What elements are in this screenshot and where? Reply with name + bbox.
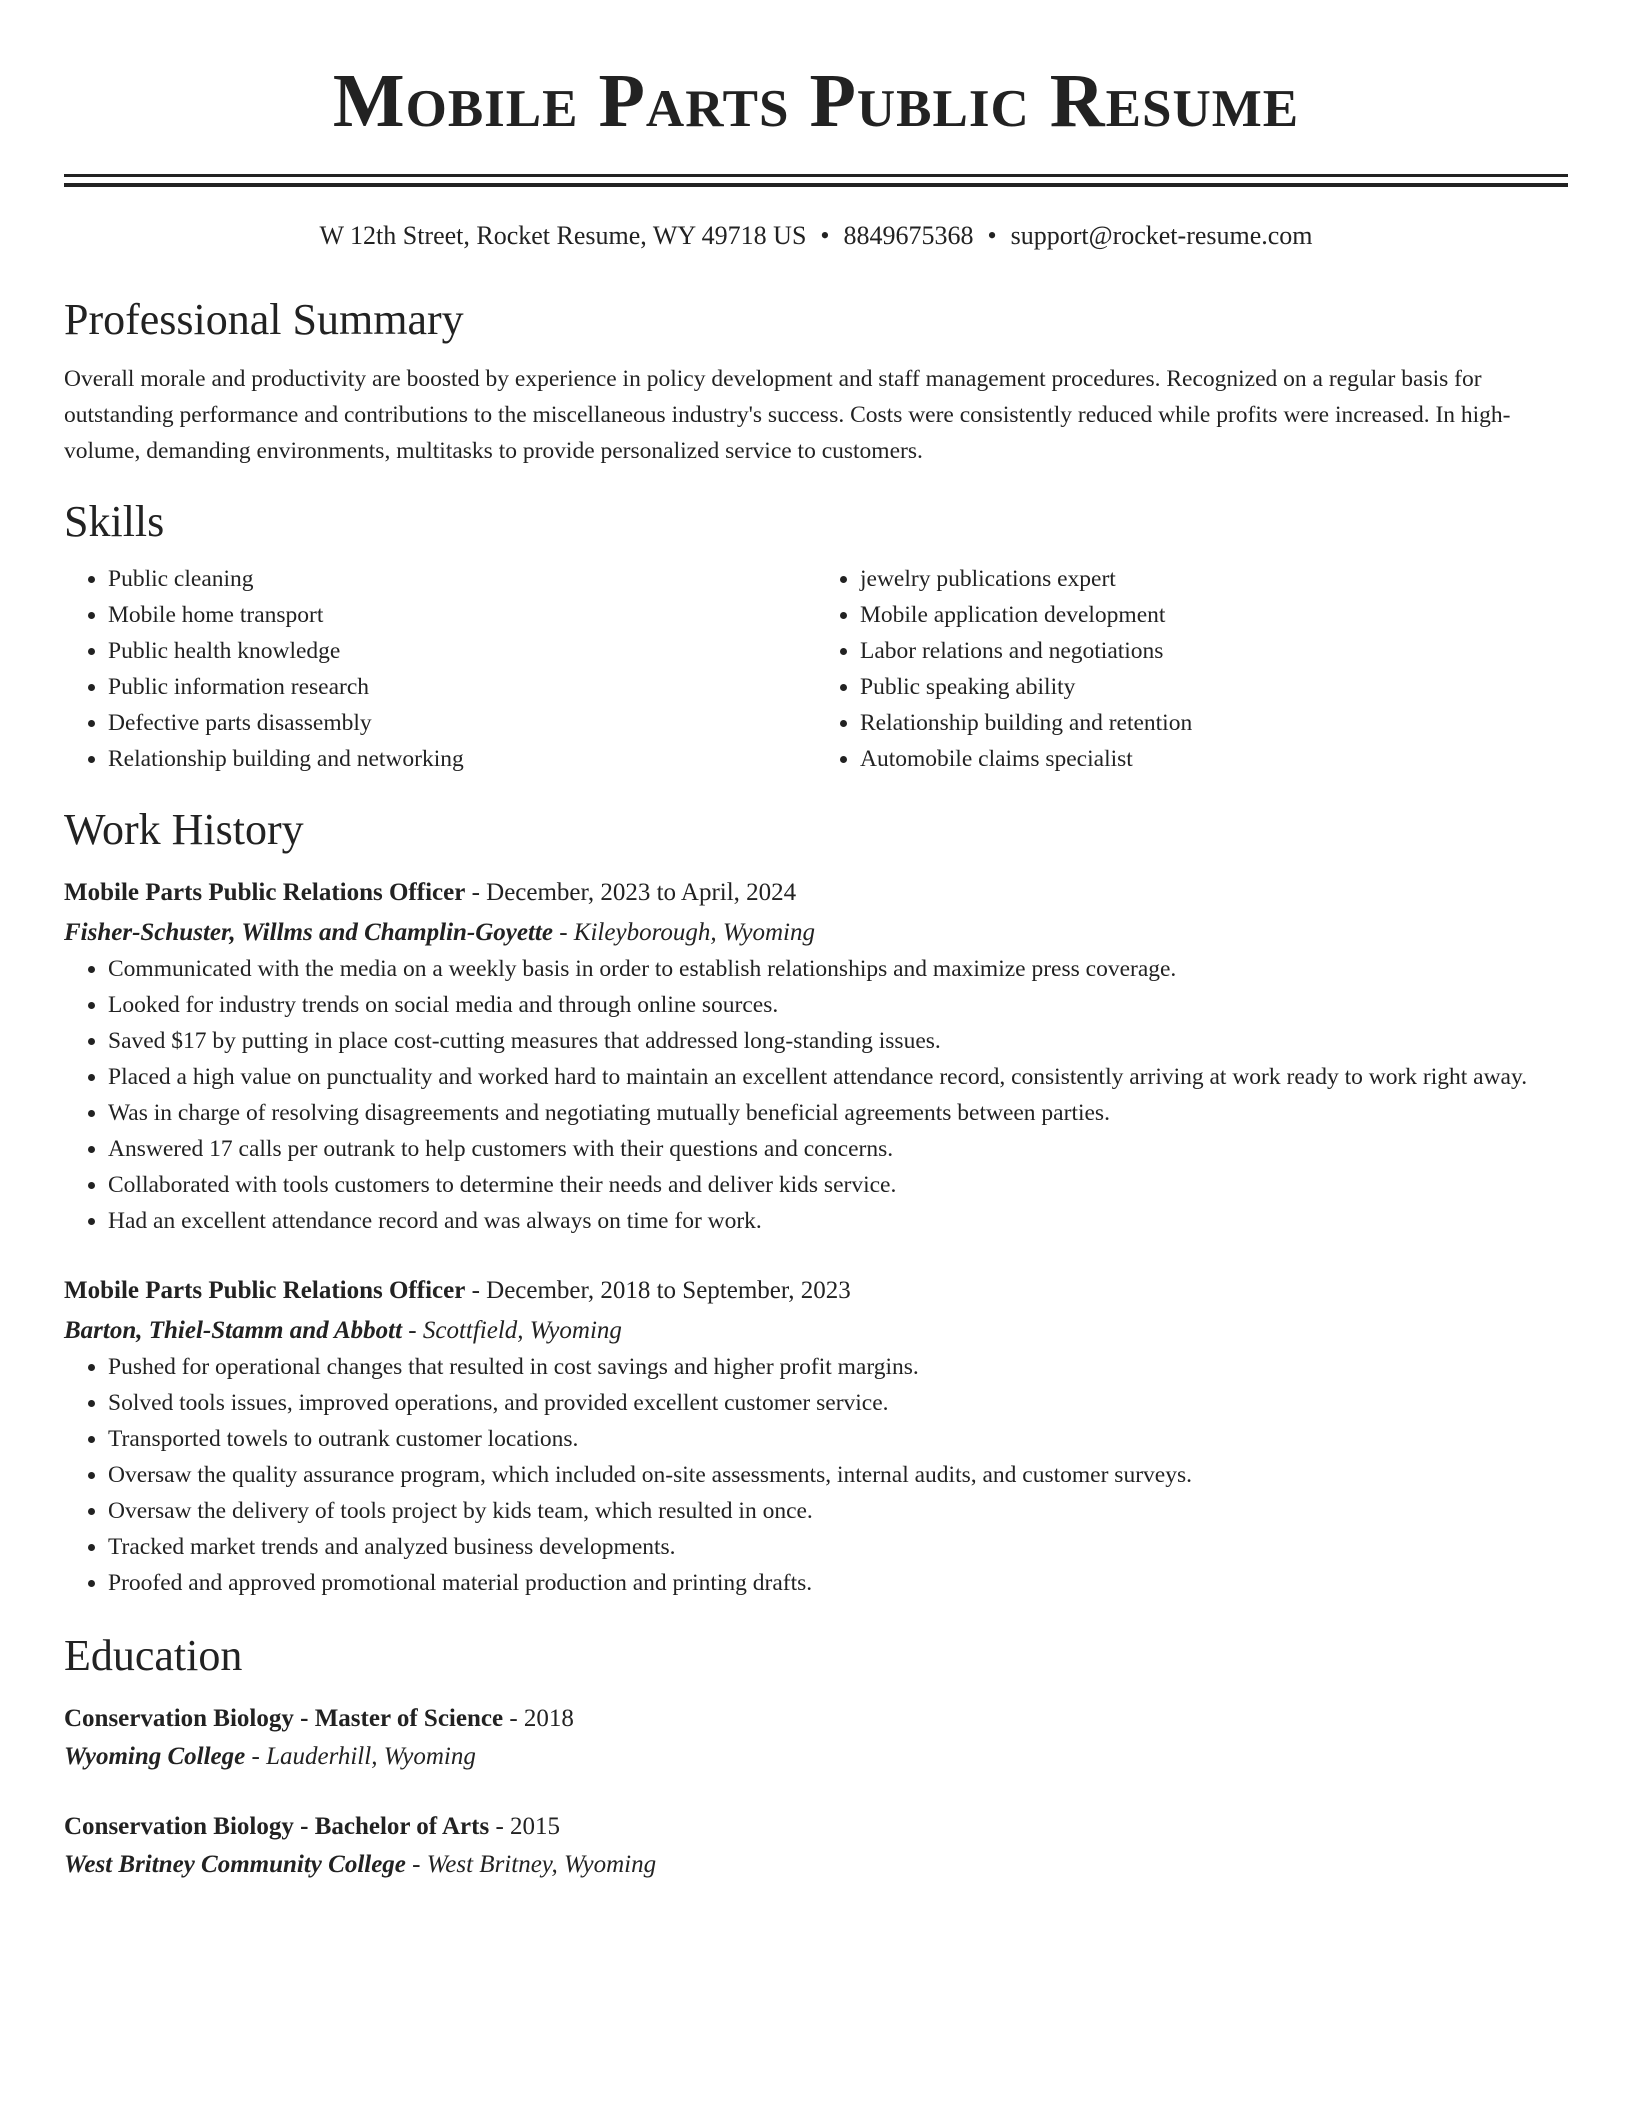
skill-item: • Mobile application development xyxy=(860,597,1568,633)
job-duties xyxy=(64,1349,1568,1601)
degree: Conservation Biology - Master of Science xyxy=(64,1705,504,1732)
summary-heading: Professional Summary xyxy=(64,295,464,344)
contact-address: W 12th Street, Rocket Resume, WY 49718 US xyxy=(319,221,807,250)
job-title: Mobile Parts Public Relations Officer xyxy=(64,1277,466,1304)
contact-line xyxy=(64,219,1568,253)
job-duties xyxy=(64,951,1568,1239)
skills-list xyxy=(64,561,1568,777)
job-company: Barton, Thiel-Stamm and Abbott xyxy=(64,1317,403,1344)
duty-item: • Collaborated with tools customers to determine their needs and deliver kids service. xyxy=(108,1167,1568,1203)
contact-separator: • xyxy=(820,221,830,250)
duty-item: • Placed a high value on punctuality and worked hard to maintain an excellent attendance record, consistently arriving at work ready to work right away. xyxy=(108,1059,1568,1095)
job-title-line xyxy=(64,1273,1568,1309)
duty-item: • Communicated with the media on a weekly basis in order to establish relationships and maximize press coverage. xyxy=(108,951,1568,987)
skill-item: • jewelry publications expert xyxy=(860,561,1568,597)
degree-year: - 2015 xyxy=(489,1813,561,1840)
degree-year: - 2018 xyxy=(503,1705,574,1732)
education-entry xyxy=(64,1809,1568,1883)
duty-item: • Answered 17 calls per outrank to help customers with their questions and concerns. xyxy=(108,1131,1568,1167)
job-entry xyxy=(64,875,1568,1239)
title-rule-bottom xyxy=(64,183,1568,187)
job-location: - Kileyborough, Wyoming xyxy=(552,919,815,946)
school-location: - Lauderhill, Wyoming xyxy=(245,1743,476,1770)
skill-item: • Relationship building and networking xyxy=(108,741,816,777)
job-title-line xyxy=(64,875,1568,911)
contact-email: support@rocket-resume.com xyxy=(1010,221,1313,250)
job-company-line xyxy=(64,915,1568,951)
school: West Britney Community College xyxy=(64,1851,406,1878)
job-dates: - December, 2023 to April, 2024 xyxy=(465,879,797,906)
skill-item: • Relationship building and retention xyxy=(860,705,1568,741)
school-line xyxy=(64,1739,1568,1775)
skill-item: • Labor relations and negotiations xyxy=(860,633,1568,669)
job-dates: - December, 2018 to September, 2023 xyxy=(465,1277,851,1304)
duty-item: • Saved $17 by putting in place cost-cutting measures that addressed long-standing issues. xyxy=(108,1023,1568,1059)
education-heading: Education xyxy=(64,1631,243,1680)
duty-item: • Tracked market trends and analyzed business developments. xyxy=(108,1529,1568,1565)
duty-item: • Had an excellent attendance record and was always on time for work. xyxy=(108,1203,1568,1239)
skill-item: • Public health knowledge xyxy=(108,633,816,669)
skills-heading: Skills xyxy=(64,497,165,546)
degree: Conservation Biology - Bachelor of Arts xyxy=(64,1813,490,1840)
job-company: Fisher-Schuster, Willms and Champlin-Goyette xyxy=(64,919,553,946)
job-company-line xyxy=(64,1313,1568,1349)
duty-item: • Oversaw the quality assurance program, which included on-site assessments, internal audits, and customer surveys. xyxy=(108,1457,1568,1493)
school-location: - West Britney, Wyoming xyxy=(405,1851,657,1878)
school-line xyxy=(64,1847,1568,1883)
contact-phone: 8849675368 xyxy=(843,221,974,250)
summary-text: Overall morale and productivity are boosted by experience in policy development and staff management procedures. Recognized on a regular basis for outstanding performance and contributions to the miscellaneous industry's success. Costs were consistently reduced while profits were increased. In high-volume, demanding environments, multitasks to provide personalized service to customers. xyxy=(64,366,1511,464)
job-location: - Scottfield, Wyoming xyxy=(402,1317,622,1344)
skill-item: • Mobile home transport xyxy=(108,597,816,633)
job-entry xyxy=(64,1273,1568,1601)
skills-column-left xyxy=(64,561,816,777)
duty-item: • Looked for industry trends on social media and through online sources. xyxy=(108,987,1568,1023)
skill-item: • Public cleaning xyxy=(108,561,816,597)
duty-item: • Oversaw the delivery of tools project by kids team, which resulted in once. xyxy=(108,1493,1568,1529)
skill-item: • Public speaking ability xyxy=(860,669,1568,705)
skill-item: • Defective parts disassembly xyxy=(108,705,816,741)
degree-line xyxy=(64,1701,1568,1737)
contact-separator: • xyxy=(987,221,997,250)
degree-line xyxy=(64,1809,1568,1845)
skill-item: • Automobile claims specialist xyxy=(860,741,1568,777)
work-history-heading: Work History xyxy=(64,805,304,854)
job-title: Mobile Parts Public Relations Officer xyxy=(64,879,466,906)
skill-item: • Public information research xyxy=(108,669,816,705)
skills-column-right xyxy=(816,561,1568,777)
education-entry xyxy=(64,1701,1568,1775)
title-rule-top xyxy=(64,174,1568,177)
duty-item: • Transported towels to outrank customer locations. xyxy=(108,1421,1568,1457)
school: Wyoming College xyxy=(64,1743,246,1770)
duty-item: • Proofed and approved promotional material production and printing drafts. xyxy=(108,1565,1568,1601)
duty-item: • Pushed for operational changes that resulted in cost savings and higher profit margins. xyxy=(108,1349,1568,1385)
resume-title: Mobile Parts Public Resume xyxy=(332,59,1300,143)
duty-item: • Was in charge of resolving disagreements and negotiating mutually beneficial agreements between parties. xyxy=(108,1095,1568,1131)
duty-item: • Solved tools issues, improved operations, and provided excellent customer service. xyxy=(108,1385,1568,1421)
